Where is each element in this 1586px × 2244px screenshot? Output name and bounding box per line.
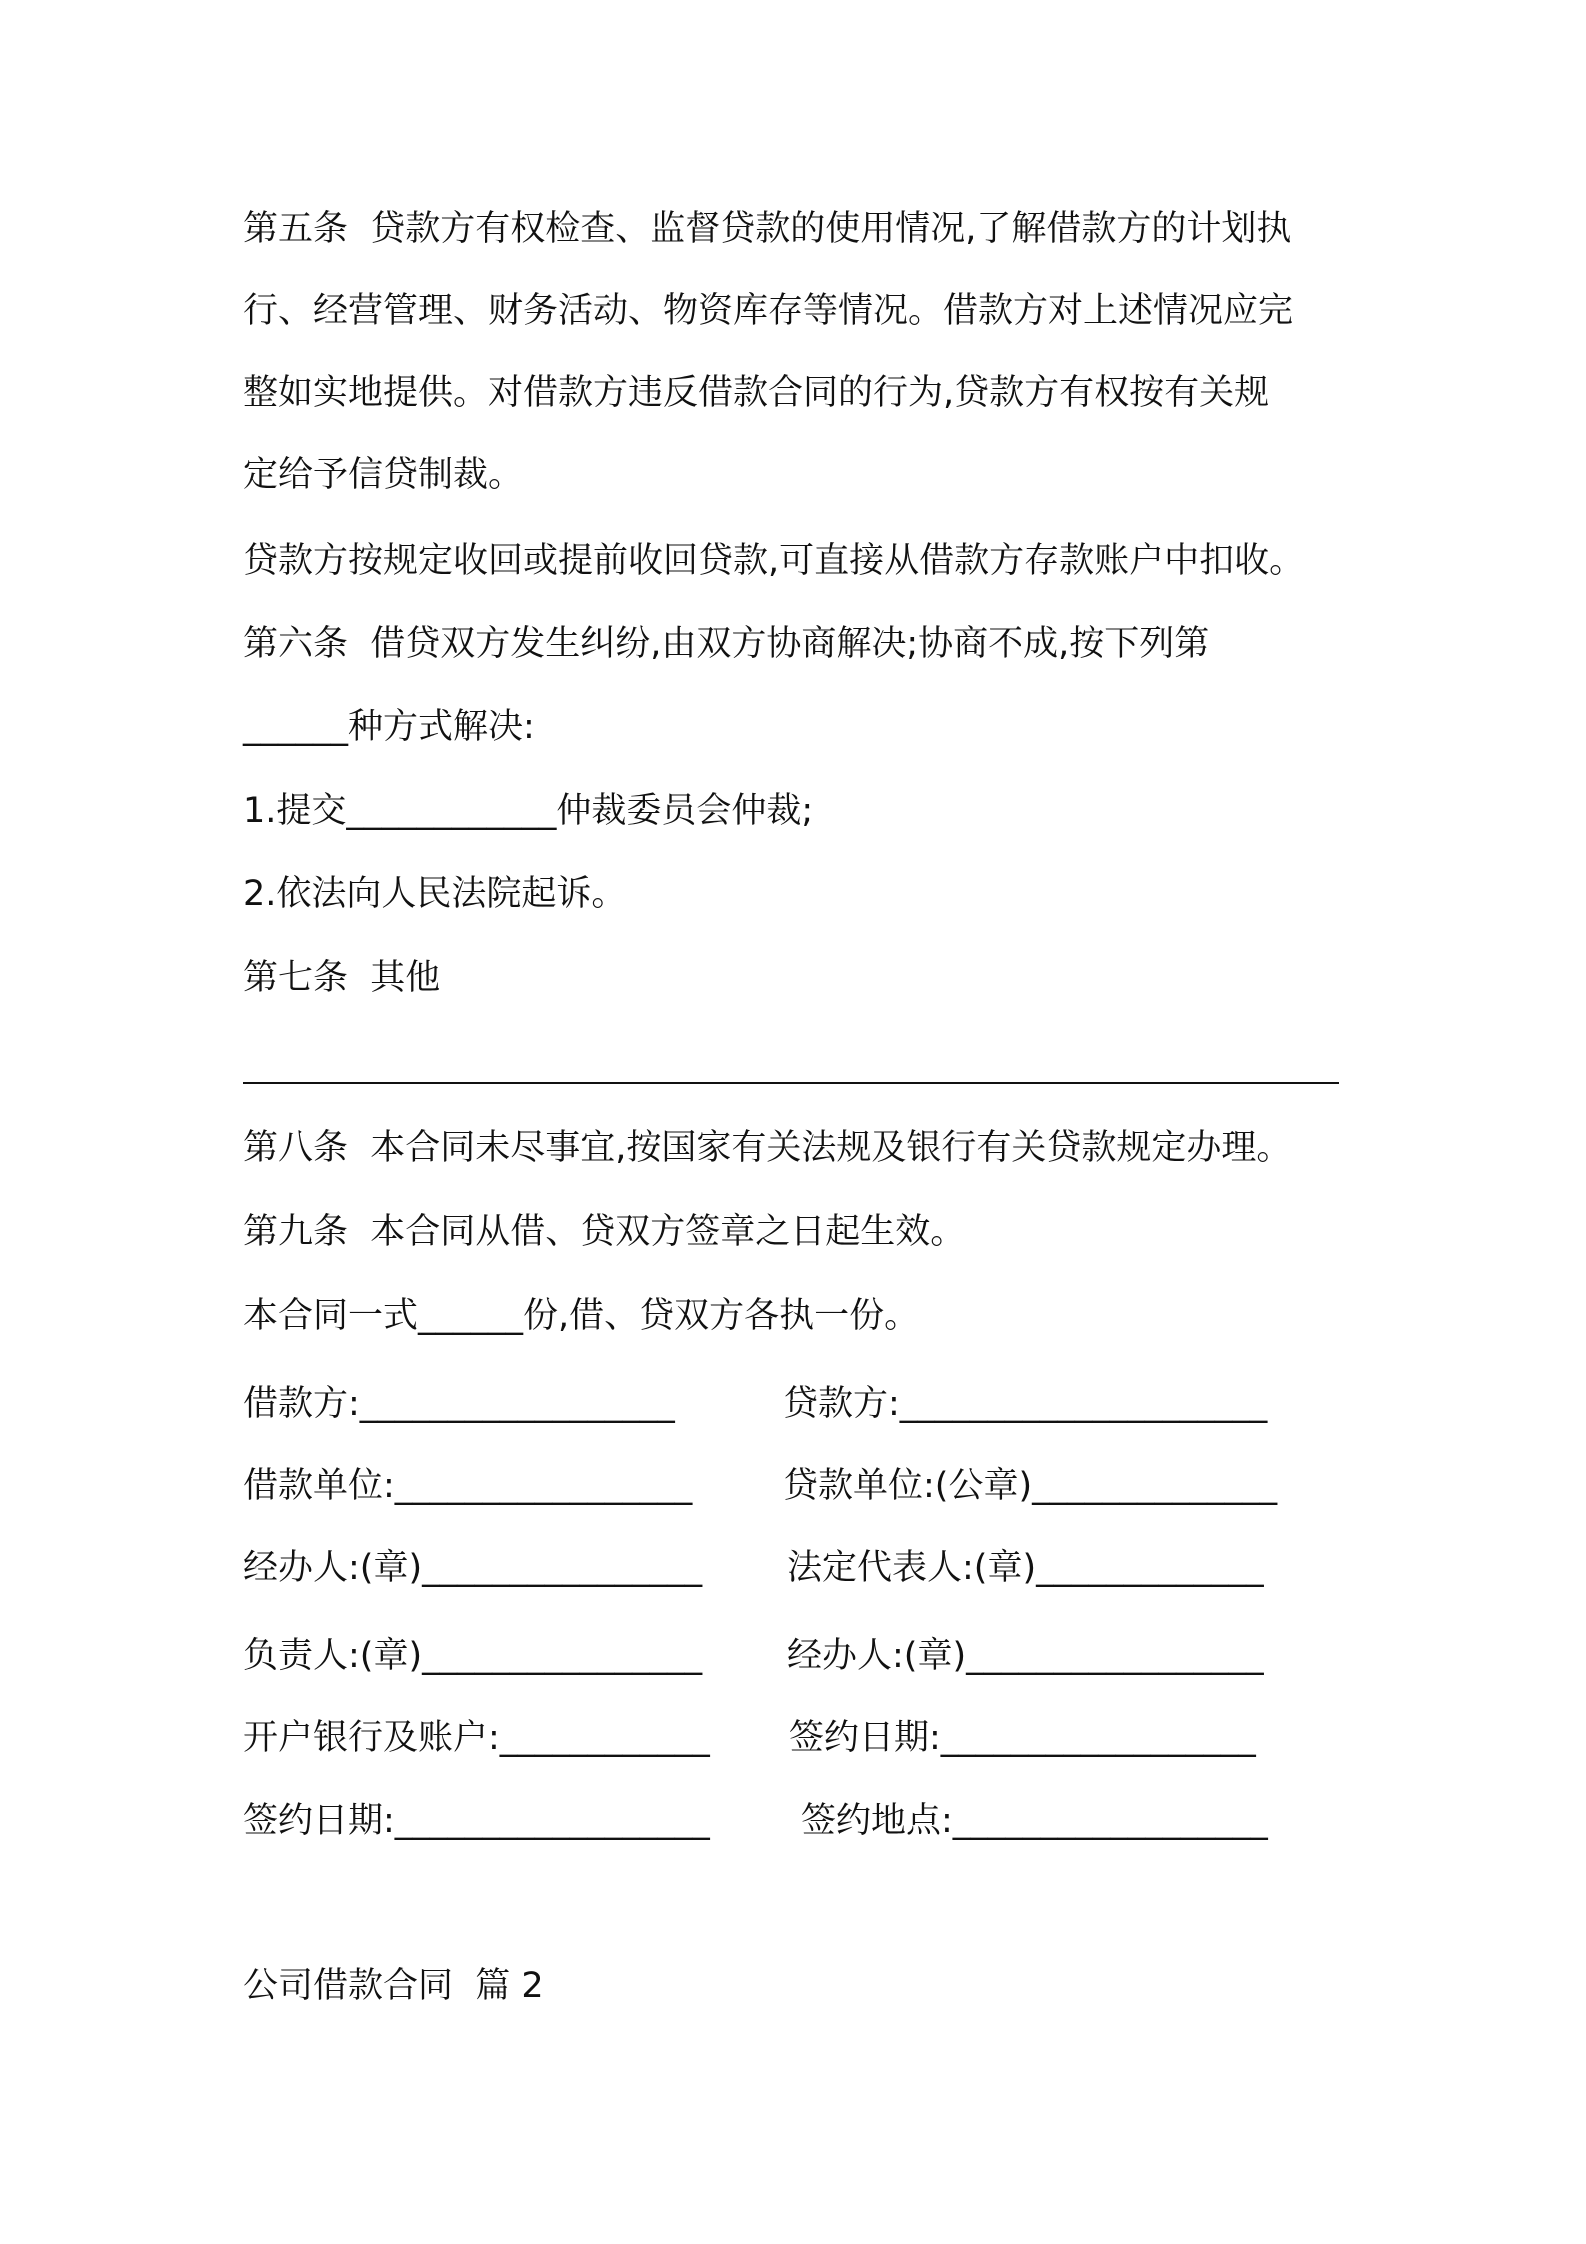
article7-title: 第七条 其他 (243, 958, 441, 998)
section-2-title: 公司借款合同 篇 2 (243, 1966, 544, 2006)
article5-extra: 贷款方按规定收回或提前收回贷款,可直接从借款方存款账户中扣收。 (243, 541, 1305, 581)
article9-copies: 本合同一式______份,借、贷双方各执一份。 (243, 1296, 920, 1336)
signature-place: 签约地点:__________________ (801, 1801, 1268, 1841)
signature-legal-representative: 法定代表人:(章)_____________ (787, 1548, 1264, 1588)
signature-lender-agent: 经办人:(章)_________________ (787, 1636, 1264, 1676)
signature-borrower-agent: 经办人:(章)________________ (243, 1548, 703, 1588)
article9-text: 第九条 本合同从借、贷双方签章之日起生效。 (243, 1212, 966, 1252)
signature-lender: 贷款方:_____________________ (783, 1384, 1268, 1424)
article5-line2: 行、经营管理、财务活动、物资库存等情况。借款方对上述情况应完 (243, 291, 1294, 331)
article5-line4: 定给予信贷制裁。 (243, 455, 524, 495)
article6-option2: 2.依法向人民法院起诉。 (243, 874, 627, 914)
article8-text: 第八条 本合同未尽事宜,按国家有关法规及银行有关贷款规定办理。 (243, 1128, 1292, 1168)
signature-date-right: 签约日期:__________________ (789, 1718, 1256, 1758)
signature-bank-account: 开户银行及账户:____________ (243, 1718, 710, 1758)
signature-date-left: 签约日期:__________________ (243, 1801, 710, 1841)
article5-line3: 整如实地提供。对借款方违反借款合同的行为,贷款方有权按有关规 (243, 373, 1270, 413)
signature-borrower: 借款方:__________________ (243, 1384, 675, 1424)
article7-blank-line (243, 1082, 1339, 1084)
signature-borrower-unit: 借款单位:_________________ (243, 1466, 693, 1506)
article6-line1: 第六条 借贷双方发生纠纷,由双方协商解决;协商不成,按下列第 (243, 624, 1210, 664)
signature-lender-unit: 贷款单位:(公章)______________ (783, 1466, 1278, 1506)
article6-option1: 1.提交____________仲裁委员会仲裁; (243, 791, 814, 831)
signature-borrower-responsible: 负责人:(章)________________ (243, 1636, 703, 1676)
article6-line2: ______种方式解决: (243, 707, 535, 747)
article5-line1: 第五条 贷款方有权检查、监督贷款的使用情况,了解借款方的计划执 (243, 209, 1292, 249)
